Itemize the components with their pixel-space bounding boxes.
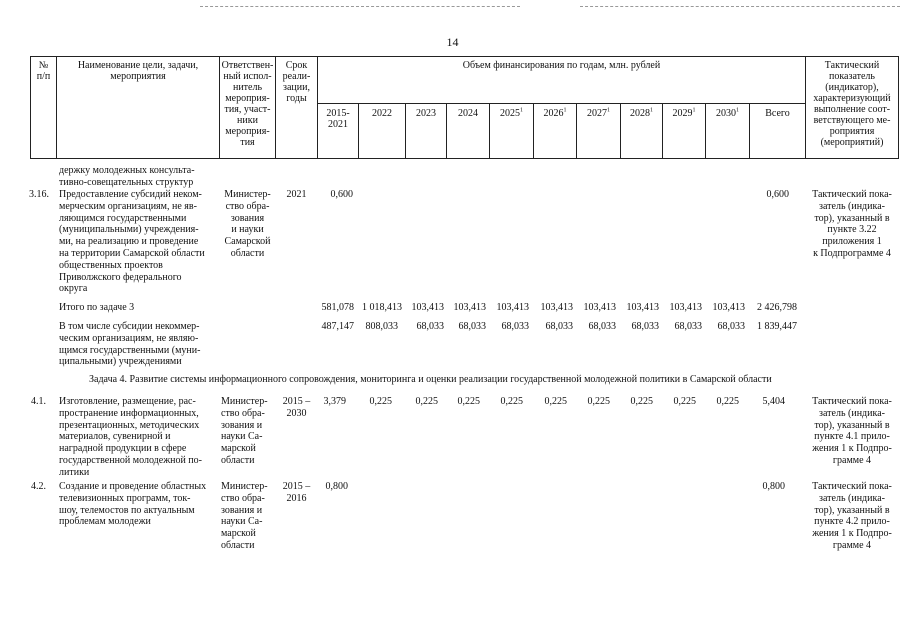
task-4-heading: Задача 4. Развитие системы информационного сопровождения, мониторинга и оценки реализации государственной молодежной политики в Самарской области	[89, 374, 772, 385]
value-2023: 68,033	[416, 321, 444, 332]
page-number: 14	[446, 35, 459, 49]
value-2022: 808,033	[365, 321, 398, 332]
value-2029: 0,225	[673, 396, 696, 407]
header-year-2027: 2027$^1$	[576, 103, 621, 159]
value-2026: 103,413	[540, 302, 573, 313]
row-value-2015: 0,600	[330, 189, 353, 200]
value-2023: 0,225	[415, 396, 438, 407]
row-term: 2021	[286, 189, 307, 200]
row-indicator: Тактический пока- затель (индика- тор), указанный в пункте 4.2 прило- жения 1 к Подпро- грамме 4	[812, 481, 892, 551]
value-2024: 0,225	[457, 396, 480, 407]
value-2015: 0,800	[325, 481, 348, 492]
value-2025: 0,225	[500, 396, 523, 407]
header-year-2025: 2025$^1$	[489, 103, 534, 159]
row-name: Итого по задаче 3	[59, 302, 135, 313]
value-2022: 0,225	[369, 396, 392, 407]
value-2028: 0,225	[630, 396, 653, 407]
value-2025: 68,033	[501, 321, 529, 332]
header-num: № п/п	[30, 56, 57, 159]
row-indicator: Тактический пока- затель (индика- тор), указанный в пункте 4.1 прило- жения 1 к Подпро- грамме 4	[812, 396, 892, 466]
header-financing-title: Объем финансирования по годам, млн. рублей	[317, 56, 806, 104]
row-name: Предоставление субсидий неком- мерческим организациям, не яв- ляющимся государственными (муниципальными) учреждения- ми, на реализацию и проведение на территории Самарской области общественных проектов Приволжского федерального округа	[59, 189, 205, 295]
value-total: 0,800	[762, 481, 785, 492]
value-2030: 103,413	[712, 302, 745, 313]
value-2015: 487,147	[321, 321, 354, 332]
row-responsible: Министер- ство обра- зования и науки Самарской области	[224, 189, 271, 259]
header-year-2028: 2028$^1$	[620, 103, 663, 159]
continuation-text: держку молодежных консульта- тивно-совещательных структур	[59, 165, 195, 188]
top-scan-line-right	[580, 6, 900, 7]
value-2027: 0,225	[587, 396, 610, 407]
row-number: 3.16.	[29, 189, 49, 200]
row-name: В том числе субсидии некоммер- ческим организациям, не являю- щимся государственными (муни- ципальными) учреждениями	[59, 321, 201, 368]
top-scan-line-left	[200, 6, 520, 7]
row-term: 2015 – 2016	[282, 481, 311, 504]
header-year-2022: 2022	[358, 103, 406, 159]
value-2026: 0,225	[544, 396, 567, 407]
value-2023: 103,413	[411, 302, 444, 313]
value-2024: 68,033	[458, 321, 486, 332]
row-name: Создание и проведение областных телевизионных программ, ток- шоу, телемостов по актуальным проблемам молодежи	[59, 481, 207, 528]
row-number: 4.1.	[31, 396, 46, 407]
value-total: 2 426,798	[757, 302, 797, 313]
header-year-2029: 2029$^1$	[662, 103, 706, 159]
header-year-total: Всего	[749, 103, 806, 159]
value-2028: 68,033	[631, 321, 659, 332]
row-responsible: Министер- ство обра- зования и науки Са- марской области	[221, 396, 268, 466]
header-term: Срок реали- зации, годы	[275, 56, 318, 159]
value-2026: 68,033	[545, 321, 573, 332]
value-total: 5,404	[762, 396, 785, 407]
value-2029: 103,413	[669, 302, 702, 313]
value-2015: 581,078	[321, 302, 354, 313]
header-name: Наименование цели, задачи, мероприятия	[56, 56, 220, 159]
value-2030: 68,033	[717, 321, 745, 332]
value-2024: 103,413	[453, 302, 486, 313]
row-value-total: 0,600	[766, 189, 789, 200]
value-2029: 68,033	[674, 321, 702, 332]
value-2015: 3,379	[323, 396, 346, 407]
value-2030: 0,225	[716, 396, 739, 407]
header-year-2023: 2023	[405, 103, 447, 159]
header-year-2030: 2030$^1$	[705, 103, 750, 159]
value-2027: 103,413	[583, 302, 616, 313]
value-2022: 1 018,413	[362, 302, 402, 313]
row-name: Изготовление, размещение, рас- пространение информационных, презентационных, методических материалов, сувенирной и наградной продукции в сфере государственной молодежной по- литики	[59, 396, 202, 478]
header-responsible: Ответствен- ный испол- нитель мероприя- тия, участ- ники мероприя- тия	[219, 56, 276, 159]
row-indicator: Тактический пока- затель (индика- тор), указанный в пункте 3.22 приложения 1 к Подпрограмме 4	[812, 189, 892, 259]
row-term: 2015 – 2030	[282, 396, 311, 419]
value-2027: 68,033	[588, 321, 616, 332]
value-total: 1 839,447	[757, 321, 797, 332]
value-2028: 103,413	[626, 302, 659, 313]
header-year-2024: 2024	[446, 103, 490, 159]
header-year-2015: 2015- 2021	[317, 103, 359, 159]
header-year-2026: 2026$^1$	[533, 103, 577, 159]
header-indicator: Тактический показатель (индикатор), характеризующий выполнение соот- ветствующего ме- роприятия (мероприятий)	[805, 56, 899, 159]
row-number: 4.2.	[31, 481, 46, 492]
row-responsible: Министер- ство обра- зования и науки Са- марской области	[221, 481, 268, 551]
value-2025: 103,413	[496, 302, 529, 313]
